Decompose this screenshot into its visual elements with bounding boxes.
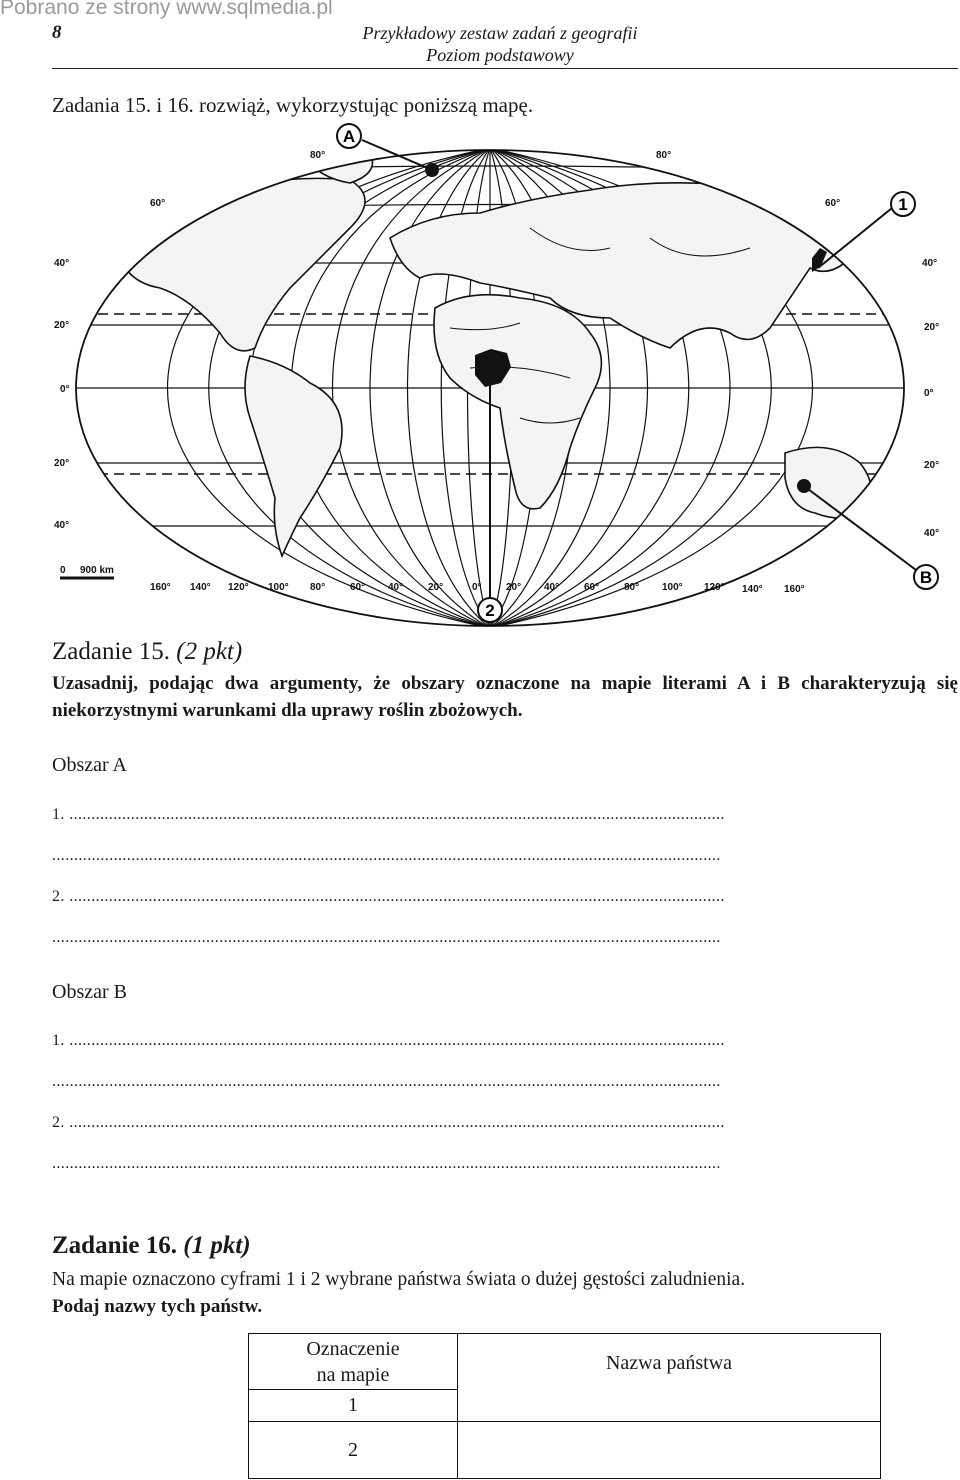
lat-label-20n-left: 20° bbox=[54, 320, 70, 331]
lon-label-20w: 20° bbox=[428, 582, 444, 593]
area-b-answer-2[interactable]: 2. ..................................................................................................................................................... bbox=[52, 1114, 725, 1131]
lon-label-140e: 140° bbox=[742, 584, 763, 595]
lon-label-100e: 100° bbox=[662, 582, 683, 593]
lon-label-100w: 100° bbox=[268, 582, 289, 593]
intro-text: Zadania 15. i 16. rozwiąż, wykorzystując poniższą mapę. bbox=[52, 93, 534, 117]
area-a-answer-2[interactable]: 2. ..................................................................................................................................................... bbox=[52, 888, 725, 905]
lon-label-120e: 120° bbox=[704, 582, 725, 593]
watermark: Pobrano ze strony www.sqlmedia.pl bbox=[0, 0, 333, 19]
table-row-answer-2[interactable] bbox=[458, 1422, 881, 1479]
answer-table bbox=[248, 1333, 881, 1479]
lon-label-80e: 80° bbox=[624, 582, 640, 593]
lon-label-0: 0° bbox=[472, 582, 482, 593]
area-b-answer-2-cont[interactable]: ........................................................................................................................................................ bbox=[52, 1155, 721, 1172]
scale-distance: 900 km bbox=[80, 565, 114, 576]
lat-label-20n-right: 20° bbox=[924, 322, 940, 333]
task15-title bbox=[52, 638, 242, 666]
task15-points: (2 pkt) bbox=[176, 638, 243, 665]
area-a-answer-1[interactable]: 1. ..................................................................................................................................................... bbox=[52, 806, 725, 823]
lon-label-60e: 60° bbox=[584, 582, 600, 593]
area-a-label: Obszar A bbox=[52, 754, 127, 776]
column-header-mark-line1: Oznaczenie bbox=[306, 1337, 400, 1360]
page-number: 8 bbox=[52, 22, 62, 43]
scale-bar bbox=[60, 565, 114, 578]
lat-label-20s-right: 20° bbox=[924, 460, 940, 471]
header-title: Przykładowy zestaw zadań z geografii bbox=[362, 23, 638, 43]
lat-label-eq-left: 0° bbox=[60, 384, 70, 395]
lat-label-80n-left: 80° bbox=[310, 150, 326, 161]
task16-title bbox=[52, 1232, 251, 1260]
area-b-label: Obszar B bbox=[52, 981, 127, 1003]
lat-label-20s-left: 20° bbox=[54, 458, 70, 469]
lon-label-20e: 20° bbox=[506, 582, 522, 593]
column-header-mark bbox=[249, 1334, 458, 1390]
lat-label-eq-right: 0° bbox=[924, 388, 934, 399]
marker-2-label: 2 bbox=[485, 601, 495, 620]
column-header-mark-line2: na mapie bbox=[316, 1363, 390, 1386]
lon-label-160w: 160° bbox=[150, 582, 171, 593]
task16-points: (1 pkt) bbox=[183, 1232, 251, 1259]
area-a-answer-1-cont[interactable]: ........................................................................................................................................................ bbox=[52, 847, 721, 864]
area-b-answer-1-cont[interactable]: ........................................................................................................................................................ bbox=[52, 1073, 721, 1090]
marker-1-label: 1 bbox=[898, 195, 908, 214]
header-subtitle: Poziom podstawowy bbox=[426, 45, 574, 65]
area-a-answer-2-cont[interactable]: ........................................................................................................................................................ bbox=[52, 929, 721, 946]
lat-label-60n-left: 60° bbox=[150, 198, 166, 209]
lon-label-40w: 40° bbox=[388, 582, 404, 593]
lon-label-120w: 120° bbox=[228, 582, 249, 593]
task16-text: Na mapie oznaczono cyframi 1 i 2 wybrane państwa świata o dużej gęstości zaludnienia. bbox=[52, 1269, 746, 1290]
marker-a-label: A bbox=[342, 127, 356, 146]
header-rule bbox=[52, 68, 958, 69]
lat-label-40s-right: 40° bbox=[924, 528, 940, 539]
area-b-answer-1[interactable]: 1. ..................................................................................................................................................... bbox=[52, 1032, 725, 1049]
lon-label-140w: 140° bbox=[190, 582, 211, 593]
task15-number: Zadanie 15. bbox=[52, 638, 171, 665]
lon-label-80w: 80° bbox=[310, 582, 326, 593]
lat-label-40n-left: 40° bbox=[54, 258, 70, 269]
column-header-country: Nazwa państwa bbox=[458, 1334, 881, 1422]
lat-label-40s-left: 40° bbox=[54, 520, 70, 531]
lon-label-40e: 40° bbox=[544, 582, 560, 593]
marker-b-label: B bbox=[919, 568, 933, 587]
lon-label-160e: 160° bbox=[784, 584, 805, 595]
task16-instruction: Podaj nazwy tych państw. bbox=[52, 1296, 263, 1317]
lat-label-80n-right: 80° bbox=[656, 150, 672, 161]
task15-question: Uzasadnij, podając dwa argumenty, że obszary oznaczone na mapie literami A i B charakteryzują się niekorzystnymi warunkami dla uprawy roślin zbożowych. bbox=[52, 673, 958, 721]
table-row-label-1: 1 bbox=[249, 1390, 458, 1422]
lon-label-60w: 60° bbox=[350, 582, 366, 593]
scale-zero: 0 bbox=[60, 565, 66, 576]
world-map bbox=[50, 118, 950, 628]
lat-label-40n-right: 40° bbox=[922, 258, 938, 269]
task16-number: Zadanie 16. bbox=[52, 1232, 178, 1259]
lat-label-60n-right: 60° bbox=[825, 198, 841, 209]
table-row-label-2: 2 bbox=[249, 1422, 458, 1479]
